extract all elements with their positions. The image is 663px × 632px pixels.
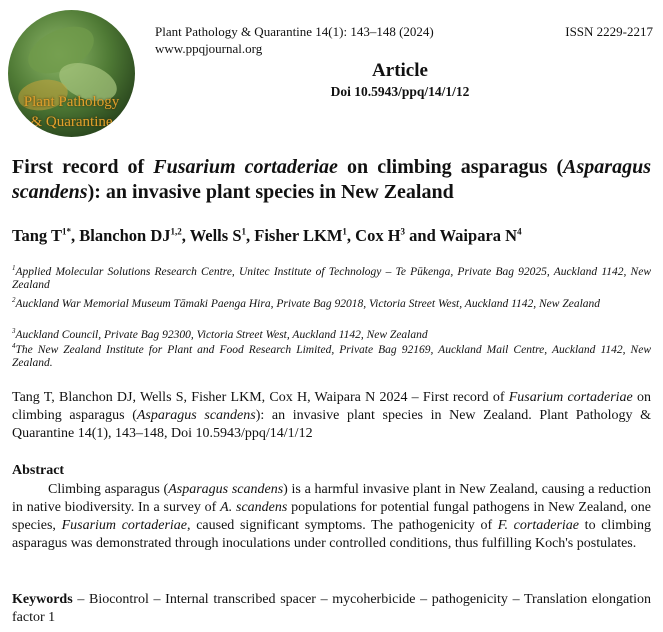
author-list	[12, 226, 522, 246]
citation-part: on climbing asparagus (	[12, 390, 652, 423]
abstract-part: populations for potential fungal pathogens in New Zealand, one species,	[12, 500, 651, 533]
affiliation	[12, 262, 651, 292]
affiliation	[12, 294, 651, 311]
abstract-species: F. cortaderiae	[497, 518, 580, 533]
journal-logo	[8, 10, 135, 137]
title-part: on climbing asparagus (	[337, 156, 564, 178]
abstract-species: Fusarium cortaderiae	[61, 518, 188, 533]
abstract-part: , caused significant symptoms. The pathogenicity of	[187, 518, 498, 533]
issn: ISSN 2229-2217	[565, 24, 653, 39]
affiliation-number: 2	[12, 296, 16, 304]
author: Waipara N	[439, 226, 518, 245]
author: Wells S	[189, 226, 242, 245]
affiliation-number: 3	[12, 327, 16, 335]
abstract-part: to climbing asparagus was demonstrated through inoculations under controlled conditions, thus fulfilling Koch's postulates.	[12, 518, 651, 551]
abstract-part: ) is a harmful invasive plant in New Zealand, causing a reduction in native biodiversity. In a survey of	[12, 482, 651, 515]
author-separator: ,	[346, 226, 356, 245]
author-affiliation-mark: 1	[342, 226, 347, 237]
citation-part: Tang T, Blanchon DJ, Wells S, Fisher LKM, Cox H, Waipara N 2024 – First record of	[12, 390, 509, 405]
abstract-part: Climbing asparagus (	[48, 482, 169, 497]
author-affiliation-mark: 3	[400, 226, 406, 237]
author-separator: and	[405, 226, 440, 245]
title-species: Fusarium cortaderiae	[153, 156, 338, 178]
citation-species: Asparagus scandens	[136, 408, 256, 423]
author: Tang T	[12, 226, 62, 245]
author-separator: ,	[246, 226, 255, 245]
author: Blanchon DJ	[79, 226, 171, 245]
affiliation-number: 1	[12, 264, 16, 272]
journal-website-link[interactable]: www.ppqjournal.org	[155, 41, 263, 56]
abstract-species: Asparagus scandens	[168, 482, 284, 497]
affiliation-number: 4	[12, 342, 16, 350]
abstract-species: A. scandens	[220, 500, 288, 515]
journal-citation: Plant Pathology & Quarantine 14(1): 143–148 (2024)	[155, 24, 434, 39]
logo-text-line1: Plant Pathology	[23, 94, 120, 110]
article-type: Article	[372, 60, 428, 81]
author-separator: ,	[181, 226, 190, 245]
keywords-label: Keywords	[12, 592, 73, 607]
affiliation-text: The New Zealand Institute for Plant and Food Research Limited, Private Bag 92169, Auckland Mail Centre, Auckland 1142, New Zealand.	[12, 343, 651, 369]
title-species: Asparagus scandens	[12, 156, 651, 203]
affiliation-text: Auckland Council, Private Bag 92300, Victoria Street West, Auckland 1142, New Zealand	[15, 328, 428, 341]
author-affiliation-mark: 1	[241, 226, 246, 237]
citation-species: Fusarium cortaderiae	[508, 390, 633, 405]
title-part: ): an invasive plant species in New Zealand	[87, 181, 454, 203]
title-part: First record of	[12, 156, 154, 178]
abstract-body	[12, 481, 651, 553]
affiliation-text: Applied Molecular Solutions Research Centre, Unitec Institute of Technology – Te Pūkenga, Private Bag 92025, Auckland 1142, New Zealand	[12, 265, 651, 291]
author-separator: ,	[71, 226, 80, 245]
author-affiliation-mark: 1*	[62, 226, 71, 237]
suggested-citation	[12, 389, 651, 443]
affiliation	[12, 340, 651, 370]
author: Cox H	[355, 226, 401, 245]
author-affiliation-mark: 4	[517, 226, 522, 237]
abstract-heading: Abstract	[12, 463, 65, 478]
author: Fisher LKM	[254, 226, 343, 245]
author-affiliation-mark: 1,2	[170, 226, 182, 237]
keywords	[12, 591, 651, 627]
keywords-list: – Biocontrol – Internal transcribed spacer – mycoherbicide – pathogenicity – Translation elongation factor 1	[12, 592, 651, 625]
citation-part: ): an invasive plant species in New Zealand. Plant Pathology & Quarantine 14(1), 143–148, Doi 10.5943/ppq/14/1/12	[12, 408, 651, 441]
affiliation-text: Auckland War Memorial Museum Tāmaki Paenga Hira, Private Bag 92018, Victoria Street West, Auckland 1142, New Zealand	[15, 297, 601, 310]
article-title	[12, 155, 651, 205]
logo-text-line2: & Quarantine	[30, 114, 113, 130]
doi[interactable]: Doi 10.5943/ppq/14/1/12	[330, 84, 470, 99]
